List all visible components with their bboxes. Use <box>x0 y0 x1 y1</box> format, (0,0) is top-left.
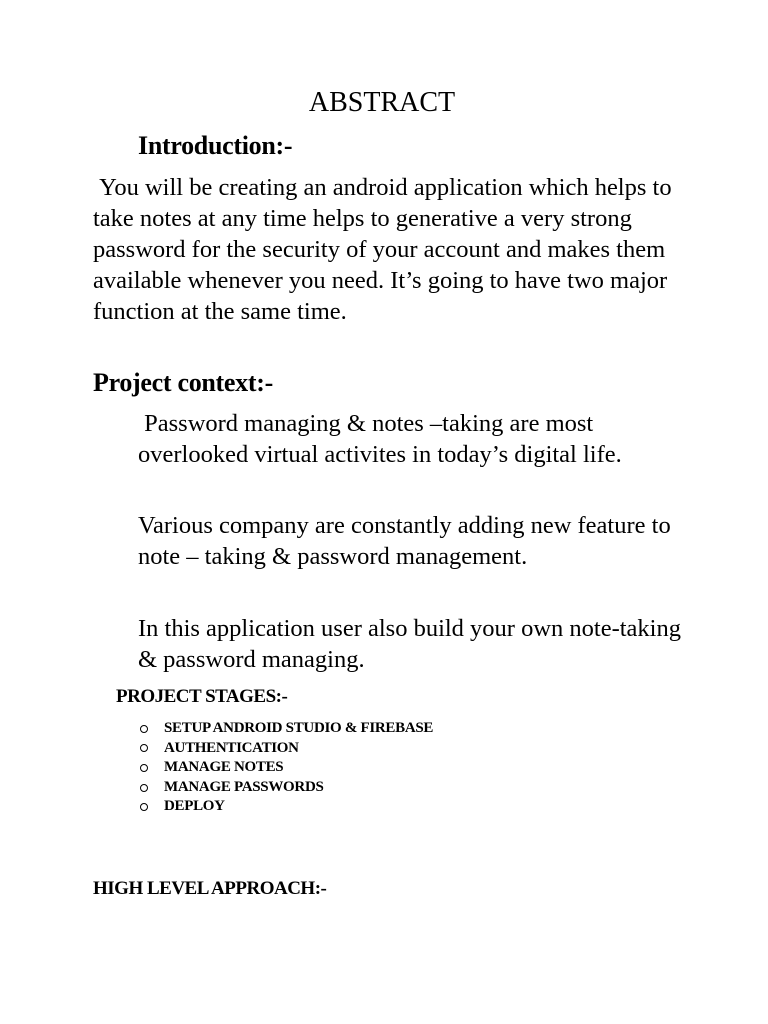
list-item-label: AUTHENTICATION <box>164 739 299 756</box>
circle-bullet-icon <box>140 784 148 792</box>
project-context-paragraph: Password managing & notes –taking are most overlooked virtual activites in today’s digital life. <box>138 410 622 468</box>
list-item <box>138 778 433 798</box>
project-stages-list <box>138 719 433 817</box>
list-item <box>138 719 433 739</box>
circle-bullet-icon <box>140 744 148 752</box>
list-item <box>138 739 433 759</box>
circle-bullet-icon <box>140 725 148 733</box>
list-item <box>138 797 433 817</box>
introduction-paragraph: You will be creating an android application which helps to take notes at any time helps to generative a very strong password for the security of your account and makes them available whenever you need. It’s going to have two major function at the same time. <box>93 174 678 325</box>
introduction-heading: Introduction:- <box>138 131 293 160</box>
high-level-approach-heading: HIGH LEVEL APPROACH:- <box>93 878 327 899</box>
project-stages-heading: PROJECT STAGES:- <box>116 686 288 707</box>
list-item <box>138 758 433 778</box>
list-item-label: DEPLOY <box>164 798 225 815</box>
circle-bullet-icon <box>140 764 148 772</box>
project-context-paragraph: In this application user also build your own note-taking & password managing. <box>138 615 688 673</box>
project-context-heading: Project context:- <box>93 368 273 397</box>
project-context-paragraph: Various company are constantly adding new feature to note – taking & password management. <box>138 512 677 570</box>
list-item-label: MANAGE PASSWORDS <box>164 778 324 795</box>
list-item-label: MANAGE NOTES <box>164 759 284 776</box>
circle-bullet-icon <box>140 803 148 811</box>
document-title: ABSTRACT <box>308 87 456 118</box>
list-item-label: SETUP ANDROID STUDIO & FIREBASE <box>164 720 434 736</box>
